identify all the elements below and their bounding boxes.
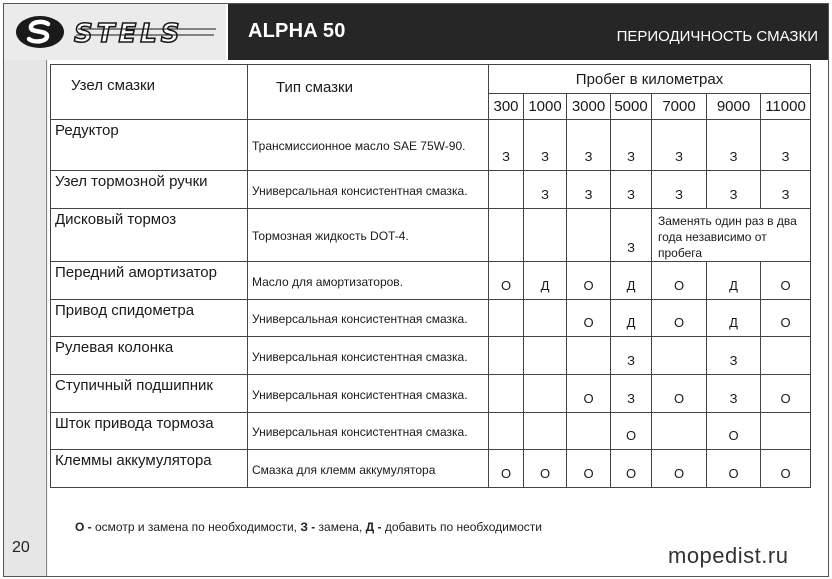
- row-type: Универсальная консистентная смазка.: [248, 375, 489, 413]
- mark-cell: О: [761, 375, 811, 413]
- mark-cell: Д: [611, 300, 652, 337]
- mark-cell: З: [707, 171, 761, 209]
- mark-cell: З: [707, 375, 761, 413]
- mark-cell: З: [567, 120, 611, 171]
- table-row: [51, 413, 811, 450]
- page-number: 20: [12, 539, 30, 556]
- mark-cell: О: [611, 450, 652, 488]
- table-row: [51, 262, 811, 300]
- mark-cell: О: [761, 262, 811, 300]
- mark-cell: [489, 171, 524, 209]
- mark-cell: З: [761, 171, 811, 209]
- header-mileage: Пробег в километрах: [489, 65, 811, 94]
- page-margin-bar: [4, 60, 47, 576]
- mark-cell: З: [761, 120, 811, 171]
- mark-cell: О: [567, 262, 611, 300]
- table-row: [51, 450, 811, 488]
- mark-cell: О: [489, 262, 524, 300]
- mark-cell: О: [524, 450, 567, 488]
- legend: [75, 520, 542, 534]
- table-row: [51, 171, 811, 209]
- mark-cell: [652, 413, 707, 450]
- row-node: Передний амортизатор: [51, 262, 248, 300]
- mark-cell: О: [652, 450, 707, 488]
- mark-cell: З: [524, 120, 567, 171]
- row-type: Тормозная жидкость DOT-4.: [248, 209, 489, 262]
- mark-cell: З: [611, 120, 652, 171]
- mark-cell: З: [652, 120, 707, 171]
- mark-cell: Д: [707, 300, 761, 337]
- model-title: ALPHA 50: [248, 20, 346, 42]
- mark-cell: [761, 413, 811, 450]
- row-node: Клеммы аккумулятора: [51, 450, 248, 488]
- site-watermark: mopedist.ru: [668, 543, 789, 568]
- table-row: [51, 209, 811, 262]
- stels-wordmark: [70, 16, 220, 50]
- row-type: Универсальная консистентная смазка.: [248, 337, 489, 375]
- mark-cell: О: [652, 300, 707, 337]
- km-5000: 5000: [611, 94, 652, 120]
- table-row: [51, 375, 811, 413]
- mark-cell: З: [611, 375, 652, 413]
- table-row: [51, 337, 811, 375]
- mark-cell: З: [652, 171, 707, 209]
- mark-cell: О: [707, 413, 761, 450]
- mark-cell: З: [524, 171, 567, 209]
- mark-cell: О: [652, 375, 707, 413]
- mark-cell: О: [652, 262, 707, 300]
- mark-cell: О: [567, 375, 611, 413]
- mark-cell: О: [567, 450, 611, 488]
- mark-cell: З: [707, 120, 761, 171]
- mark-cell: О: [761, 300, 811, 337]
- row-node: Узел тормозной ручки: [51, 171, 248, 209]
- row-type: Смазка для клемм аккумулятора: [248, 450, 489, 488]
- km-9000: 9000: [707, 94, 761, 120]
- mark-cell: З: [611, 171, 652, 209]
- row-node: Шток привода тормоза: [51, 413, 248, 450]
- page-header: [4, 4, 828, 60]
- mark-cell: О: [611, 413, 652, 450]
- legend-text-o: осмотр и замена по необходимости,: [91, 520, 301, 534]
- mark-cell: [524, 375, 567, 413]
- mark-cell: [524, 337, 567, 375]
- mark-cell: Д: [707, 262, 761, 300]
- mark-cell: [652, 337, 707, 375]
- km-3000: 3000: [567, 94, 611, 120]
- header-node: Узел смазки: [51, 65, 248, 120]
- table-row: [51, 300, 811, 337]
- legend-key-d: Д -: [365, 520, 382, 534]
- row-type: Универсальная консистентная смазка.: [248, 171, 489, 209]
- mark-cell: З: [567, 171, 611, 209]
- km-7000: 7000: [652, 94, 707, 120]
- table-row: [51, 120, 811, 171]
- mark-cell: [524, 413, 567, 450]
- km-300: 300: [489, 94, 524, 120]
- mark-cell: З: [707, 337, 761, 375]
- lubrication-table: [50, 64, 811, 488]
- row-node: Редуктор: [51, 120, 248, 171]
- section-title: ПЕРИОДИЧНОСТЬ СМАЗКИ: [616, 28, 818, 45]
- row-node: Ступичный подшипник: [51, 375, 248, 413]
- mark-cell: [489, 337, 524, 375]
- header-type: Тип смазки: [248, 65, 489, 120]
- legend-key-o: О -: [75, 520, 92, 534]
- row-type: Универсальная консистентная смазка.: [248, 300, 489, 337]
- row-node: Рулевая колонка: [51, 337, 248, 375]
- mark-cell: [567, 209, 611, 262]
- legend-key-z: З -: [300, 520, 316, 534]
- mark-cell: [489, 300, 524, 337]
- row-type: Универсальная консистентная смазка.: [248, 413, 489, 450]
- mark-cell: О: [707, 450, 761, 488]
- legend-text-z: замена,: [315, 520, 366, 534]
- mark-cell: [567, 337, 611, 375]
- replacement-note: Заменять один раз в два года независимо от пробега: [652, 209, 811, 262]
- mark-cell: О: [761, 450, 811, 488]
- mark-cell: [524, 209, 567, 262]
- mark-cell: О: [489, 450, 524, 488]
- legend-text-d: добавить по необходимости: [381, 520, 542, 534]
- mark-cell: [489, 375, 524, 413]
- mark-cell: [761, 337, 811, 375]
- brand-logo: [4, 4, 228, 60]
- stels-s-icon: [14, 14, 66, 50]
- mark-cell: З: [611, 209, 652, 262]
- mark-cell: [489, 413, 524, 450]
- mark-cell: З: [611, 337, 652, 375]
- row-type: Масло для амортизаторов.: [248, 262, 489, 300]
- mark-cell: З: [489, 120, 524, 171]
- row-type: Трансмиссионное масло SAE 75W-90.: [248, 120, 489, 171]
- row-node: Привод спидометра: [51, 300, 248, 337]
- km-1000: 1000: [524, 94, 567, 120]
- row-node: Дисковый тормоз: [51, 209, 248, 262]
- km-11000: 11000: [761, 94, 811, 120]
- mark-cell: [567, 413, 611, 450]
- mark-cell: Д: [524, 262, 567, 300]
- mark-cell: [489, 209, 524, 262]
- svg-text:STELS: STELS: [74, 19, 184, 49]
- mark-cell: Д: [611, 262, 652, 300]
- mark-cell: О: [567, 300, 611, 337]
- mark-cell: [524, 300, 567, 337]
